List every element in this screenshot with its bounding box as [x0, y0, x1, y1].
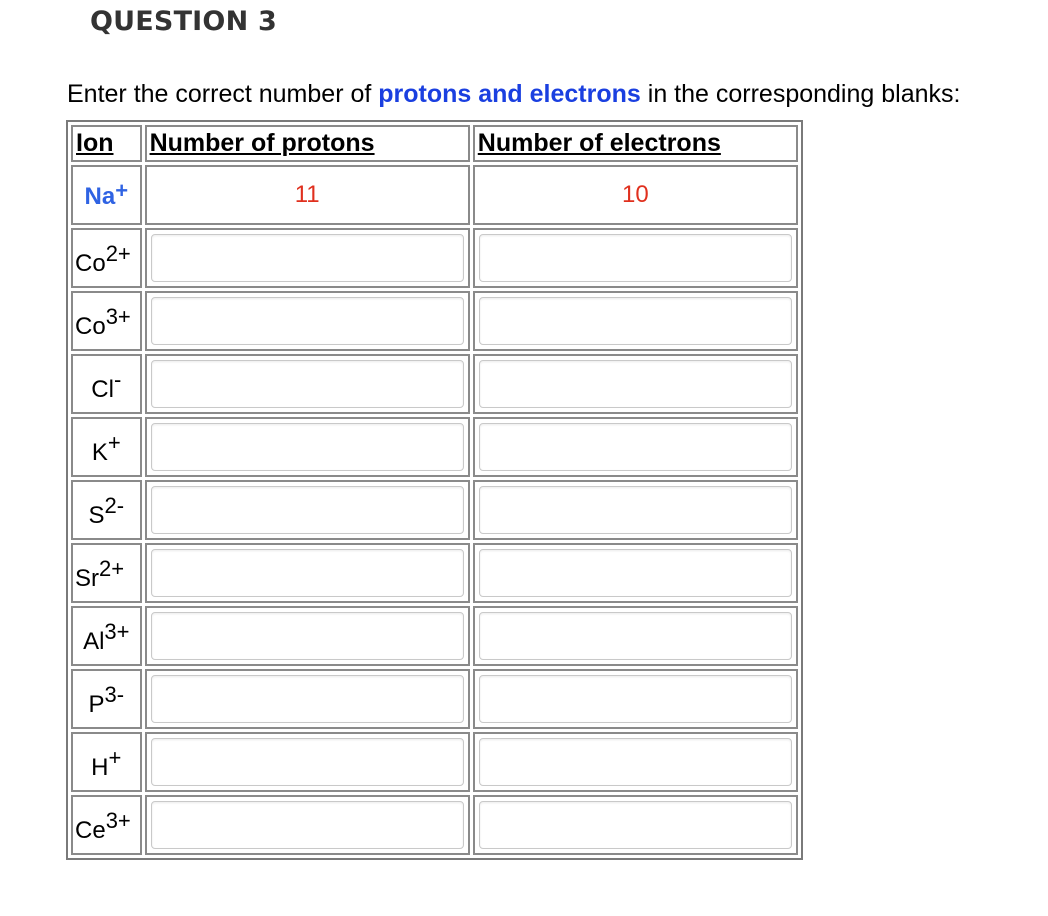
- ion-row: [71, 543, 798, 603]
- instruction-suffix: in the corresponding blanks:: [640, 80, 961, 108]
- protons-cell: [145, 354, 470, 414]
- electrons-input[interactable]: [479, 549, 792, 597]
- ion-cell: [71, 291, 142, 351]
- ion-cell: [71, 228, 142, 288]
- electrons-cell: [473, 228, 798, 288]
- example-ion: [71, 165, 142, 225]
- ion-symbol: H: [91, 754, 109, 781]
- ion-symbol: S: [88, 502, 105, 529]
- ion-charge: +: [107, 430, 121, 455]
- question-title: QUESTION 3: [90, 6, 277, 37]
- example-ion-charge: +: [115, 178, 129, 203]
- ion-row: [71, 228, 798, 288]
- protons-input[interactable]: [151, 738, 464, 786]
- instruction-highlight: protons and electrons: [378, 80, 641, 108]
- ion-symbol: Ce: [75, 817, 106, 844]
- electrons-input[interactable]: [479, 360, 792, 408]
- ion-charge: 3+: [105, 808, 131, 833]
- electrons-input[interactable]: [479, 234, 792, 282]
- ion-row: [71, 354, 798, 414]
- ion-charge: 2+: [105, 241, 131, 266]
- protons-cell: [145, 669, 470, 729]
- instructions: [67, 80, 960, 109]
- ion-row: [71, 795, 798, 855]
- ion-table: [66, 120, 803, 860]
- example-protons: 11: [145, 165, 470, 225]
- electrons-cell: [473, 480, 798, 540]
- protons-cell: [145, 543, 470, 603]
- ion-symbol: Cl: [91, 376, 114, 403]
- ion-charge: 3-: [104, 682, 125, 707]
- ion-cell: [71, 606, 142, 666]
- protons-input[interactable]: [151, 360, 464, 408]
- protons-cell: [145, 732, 470, 792]
- electrons-cell: [473, 606, 798, 666]
- electrons-input[interactable]: [479, 738, 792, 786]
- electrons-cell: [473, 795, 798, 855]
- protons-cell: [145, 795, 470, 855]
- ion-charge: 3+: [105, 304, 131, 329]
- electrons-cell: [473, 669, 798, 729]
- electrons-input[interactable]: [479, 801, 792, 849]
- ion-symbol: Co: [75, 313, 106, 340]
- electrons-input[interactable]: [479, 675, 792, 723]
- ion-cell: [71, 354, 142, 414]
- electrons-input[interactable]: [479, 297, 792, 345]
- protons-input[interactable]: [151, 297, 464, 345]
- ion-symbol: Al: [83, 628, 105, 655]
- ion-symbol: Co: [75, 250, 106, 277]
- ion-cell: [71, 732, 142, 792]
- ion-row: [71, 291, 798, 351]
- electrons-cell: [473, 732, 798, 792]
- ion-row: [71, 417, 798, 477]
- ion-charge: 2+: [99, 556, 125, 581]
- ion-row: [71, 732, 798, 792]
- protons-input[interactable]: [151, 423, 464, 471]
- header-ion: Ion: [71, 125, 142, 162]
- electrons-input[interactable]: [479, 486, 792, 534]
- electrons-cell: [473, 417, 798, 477]
- ion-cell: [71, 417, 142, 477]
- ion-row: [71, 480, 798, 540]
- electrons-cell: [473, 291, 798, 351]
- protons-input[interactable]: [151, 549, 464, 597]
- ion-row: [71, 669, 798, 729]
- protons-input[interactable]: [151, 675, 464, 723]
- electrons-cell: [473, 543, 798, 603]
- protons-cell: [145, 228, 470, 288]
- ion-symbol: Sr: [75, 565, 99, 592]
- protons-cell: [145, 417, 470, 477]
- ion-cell: [71, 669, 142, 729]
- protons-input[interactable]: [151, 801, 464, 849]
- header-protons: Number of protons: [145, 125, 470, 162]
- protons-input[interactable]: [151, 486, 464, 534]
- protons-input[interactable]: [151, 612, 464, 660]
- electrons-cell: [473, 354, 798, 414]
- example-ion-symbol: Na: [84, 183, 116, 210]
- ion-cell: [71, 543, 142, 603]
- ion-symbol: K: [91, 439, 108, 466]
- ion-symbol: P: [88, 691, 105, 718]
- protons-cell: [145, 606, 470, 666]
- header-row: [71, 125, 798, 162]
- header-electrons: Number of electrons: [473, 125, 798, 162]
- ion-row: [71, 606, 798, 666]
- protons-cell: [145, 291, 470, 351]
- ion-charge: -: [113, 367, 122, 392]
- ion-cell: [71, 480, 142, 540]
- electrons-input[interactable]: [479, 612, 792, 660]
- electrons-input[interactable]: [479, 423, 792, 471]
- ion-cell: [71, 795, 142, 855]
- example-electrons: 10: [473, 165, 798, 225]
- protons-cell: [145, 480, 470, 540]
- example-row: [71, 165, 798, 225]
- ion-charge: 3+: [104, 619, 130, 644]
- ion-charge: 2-: [104, 493, 125, 518]
- protons-input[interactable]: [151, 234, 464, 282]
- instruction-prefix: Enter the correct number of: [67, 80, 379, 108]
- ion-charge: +: [108, 745, 122, 770]
